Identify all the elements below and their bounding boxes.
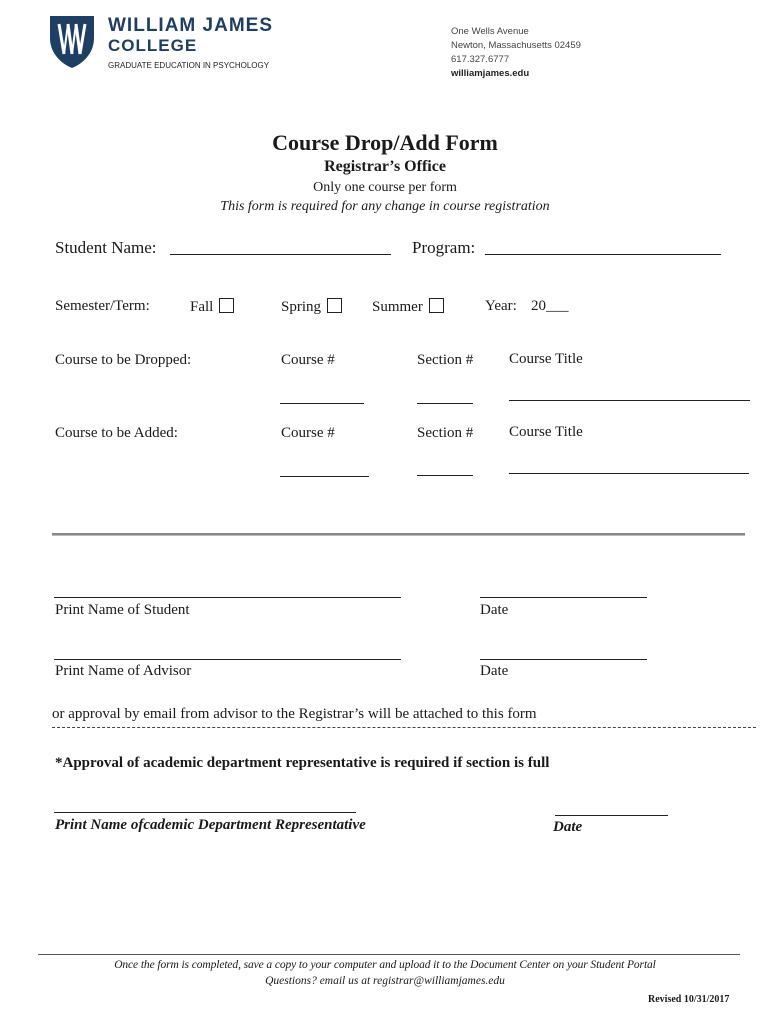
student-signature-field[interactable] — [54, 597, 401, 598]
footer-divider — [38, 954, 740, 955]
dashed-divider — [52, 727, 756, 728]
fall-checkbox[interactable] — [219, 298, 234, 313]
fall-option[interactable] — [190, 298, 234, 316]
registrar-office: Registrar’s Office — [324, 158, 446, 175]
add-section-field[interactable] — [417, 475, 473, 476]
footer-contact: Questions? email us at registrar@williamjames.edu — [265, 975, 505, 987]
address-street: One Wells Avenue — [451, 26, 529, 37]
year-field[interactable]: 20___ — [531, 298, 569, 314]
year-label: Year: — [485, 298, 517, 314]
college-tagline: GRADUATE EDUCATION IN PSYCHOLOGY — [108, 61, 270, 70]
email-approval-note: or approval by email from advisor to the Registrar’s will be attached to this form — [52, 706, 537, 722]
summer-checkbox[interactable] — [429, 298, 444, 313]
drop-label: Course to be Dropped: — [55, 352, 192, 368]
drop-section-field[interactable] — [417, 403, 473, 404]
student-date-label: Date — [480, 602, 509, 618]
one-course-note: Only one course per form — [313, 180, 457, 195]
drop-course-field[interactable] — [280, 403, 364, 404]
student-date-field[interactable] — [480, 597, 647, 598]
student-name-label: Student Name: — [55, 238, 157, 257]
spring-option[interactable] — [281, 298, 342, 316]
spring-label: Spring — [281, 299, 322, 315]
address-city: Newton, Massachusetts 02459 — [451, 40, 581, 51]
program-label: Program: — [412, 238, 476, 257]
program-field[interactable] — [485, 254, 721, 255]
drop-title-field[interactable] — [509, 400, 750, 401]
footer-instructions: Once the form is completed, save a copy to your computer and upload it to the Document Center on your Student Portal — [114, 959, 656, 971]
dept-rep-field[interactable] — [54, 812, 356, 813]
fall-label: Fall — [190, 299, 214, 315]
college-name-line1: WILLIAM JAMES — [108, 15, 273, 36]
add-course-label: Course # — [281, 425, 335, 441]
dept-date-field[interactable] — [555, 815, 668, 816]
add-label: Course to be Added: — [55, 425, 178, 441]
dept-rep-label: Print Name ofcademic Department Representative — [55, 817, 366, 833]
revision-date: Revised 10/31/2017 — [648, 994, 730, 1005]
address-phone: 617.327.6777 — [451, 54, 510, 65]
student-name-field[interactable] — [170, 254, 391, 255]
college-name-line2: COLLEGE — [108, 36, 198, 55]
summer-option[interactable] — [372, 298, 444, 316]
advisor-signature-label: Print Name of Advisor — [55, 663, 192, 679]
drop-section-label: Section # — [417, 352, 474, 368]
form-title: Course Drop/Add Form — [272, 130, 498, 155]
address-website: williamjames.edu — [451, 68, 530, 79]
add-title-label: Course Title — [509, 424, 583, 440]
spring-checkbox[interactable] — [327, 298, 342, 313]
dept-date-label: Date — [553, 819, 583, 835]
advisor-signature-field[interactable] — [54, 659, 401, 660]
dept-approval-note: *Approval of academic department representative is required if section is full — [55, 755, 550, 771]
add-title-field[interactable] — [509, 473, 749, 474]
drop-course-label: Course # — [281, 352, 335, 368]
add-course-field[interactable] — [280, 476, 369, 477]
advisor-date-field[interactable] — [480, 659, 647, 660]
student-signature-label: Print Name of Student — [55, 602, 190, 618]
summer-label: Summer — [372, 299, 423, 315]
shield-logo-icon — [48, 14, 96, 70]
drop-title-label: Course Title — [509, 351, 583, 367]
section-divider — [52, 533, 745, 536]
advisor-date-label: Date — [480, 663, 509, 679]
add-section-label: Section # — [417, 425, 474, 441]
college-logo — [48, 14, 96, 70]
requirement-note: This form is required for any change in course registration — [220, 199, 550, 214]
semester-label: Semester/Term: — [55, 298, 150, 314]
